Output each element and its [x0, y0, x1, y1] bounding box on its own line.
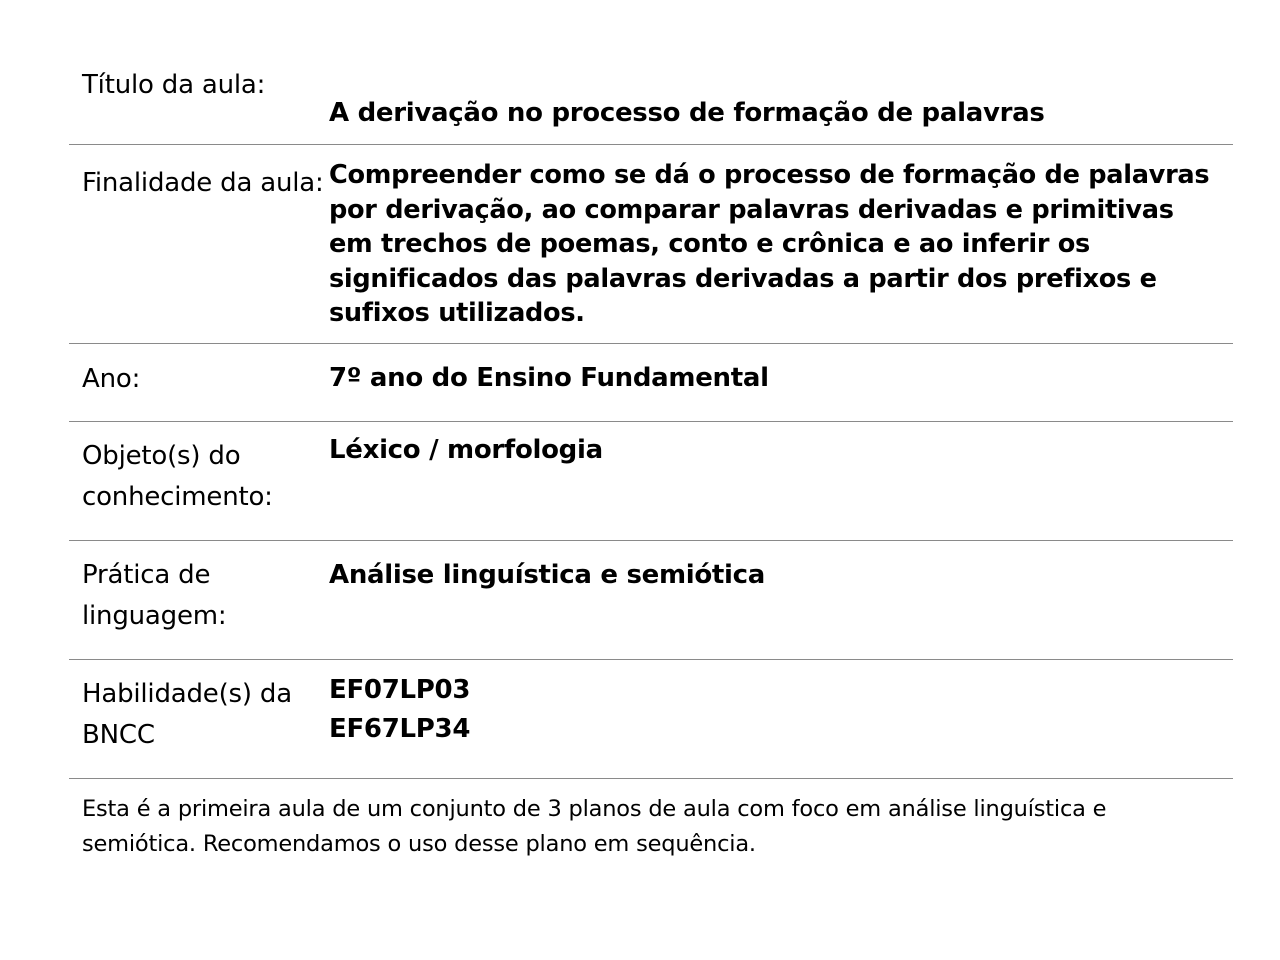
row-value [329, 60, 1233, 144]
row-label: Finalidade da aula: [82, 168, 324, 198]
footnote: Esta é a primeira aula de um conjunto de 3 planos de aula com foco em análise linguística e semiótica. Recomendamos o uso desse plano em sequência. [82, 796, 1107, 857]
value-line: 7º ano do Ensino Fundamental [329, 363, 769, 393]
row-value [329, 145, 1233, 343]
row-label: Prática de linguagem: [82, 560, 227, 631]
value-line: Análise linguística e semiótica [329, 560, 766, 590]
row-value [329, 422, 1233, 540]
value-line: Léxico / morfologia [329, 435, 603, 465]
table-row-objeto [69, 422, 1233, 541]
table-row-titulo [69, 60, 1233, 145]
table-row-finalidade [69, 145, 1233, 344]
table-row-habilidade [69, 660, 1233, 779]
row-value [329, 541, 1233, 659]
value-line: por derivação, ao comparar palavras derivadas e primitivas [329, 194, 1174, 225]
row-value [329, 660, 1233, 778]
value-line: EF07LP03 [329, 675, 471, 705]
row-label: Objeto(s) do conhecimento: [82, 441, 273, 512]
lesson-plan-table [69, 60, 1233, 861]
row-label: Ano: [82, 364, 141, 394]
row-label: Título da aula: [82, 70, 266, 100]
row-label: Habilidade(s) da BNCC [82, 679, 292, 750]
table-row-pratica [69, 541, 1233, 660]
table-row-ano [69, 344, 1233, 422]
value-line: em trechos de poemas, conto e crônica e ao inferir os [329, 229, 1090, 259]
row-value [329, 344, 1233, 421]
value-line: Compreender como se dá o processo de formação de palavras [329, 160, 1210, 190]
value-line: A derivação no processo de formação de palavras [329, 98, 1045, 128]
value-line: significados das palavras derivadas a partir dos prefixos e [329, 263, 1157, 294]
value-line: EF67LP34 [329, 714, 471, 744]
value-line: sufixos utilizados. [329, 298, 585, 328]
